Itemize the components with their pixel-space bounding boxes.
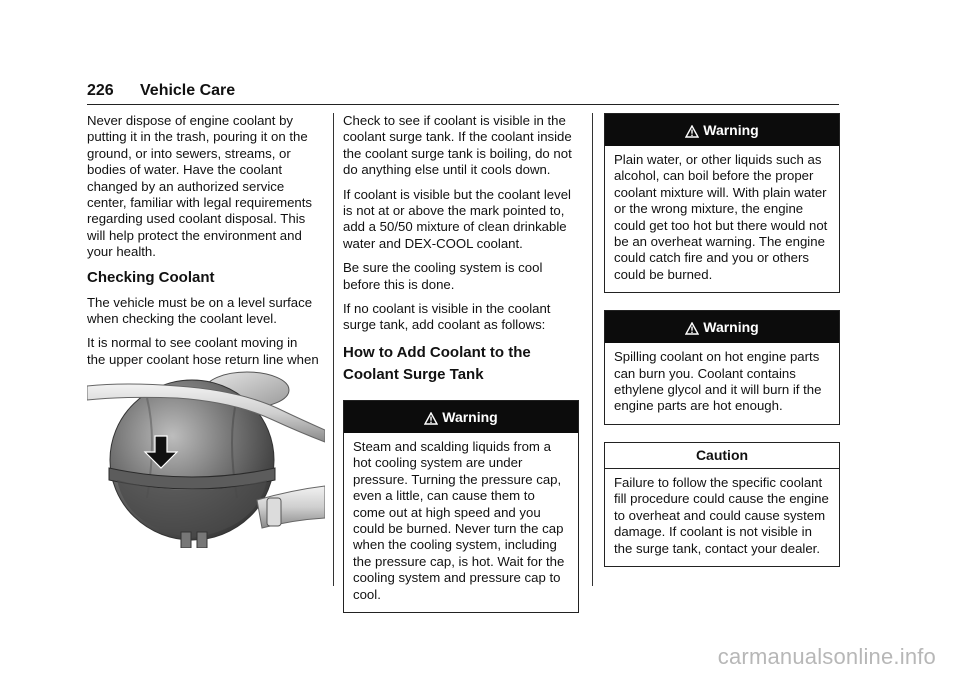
warning-title: Warning bbox=[442, 408, 498, 425]
paragraph-dispose: Never dispose of engine coolant by putting it in the trash, pouring it on the ground, or into sewers, streams, or bodies of water. Have the coolant changed by an authorized service center, familiar with legal requirements regarding used coolant disposal. This will help protect the environment and your health. bbox=[87, 113, 313, 260]
warning-box-plain-water bbox=[604, 113, 840, 293]
warning-triangle-icon bbox=[685, 125, 699, 138]
heading-add-coolant: How to Add Coolant to the Coolant Surge Tank bbox=[343, 343, 531, 383]
warning-title: Warning bbox=[703, 319, 759, 336]
warning-triangle-icon bbox=[685, 322, 699, 335]
coolant-surge-tank-image bbox=[87, 368, 325, 548]
column-divider-2 bbox=[592, 113, 593, 586]
warning-box-steam bbox=[343, 400, 579, 613]
section-title: Vehicle Care bbox=[140, 82, 236, 99]
warning-triangle-icon bbox=[424, 412, 438, 425]
paragraph-add-mixture: If coolant is visible but the coolant level is not at or above the mark pointed to, add a 50/50 mixture of clean drinkable water and DEX-COOL coolant. bbox=[343, 186, 571, 251]
warning-header bbox=[605, 311, 839, 343]
paragraph-check-visible: Check to see if coolant is visible in the coolant surge tank. If the coolant inside the coolant surge tank is boiling, do not do anything else until it cools down. bbox=[343, 113, 572, 178]
warning-box-spilling bbox=[604, 310, 840, 425]
column-3 bbox=[604, 113, 840, 584]
paragraph-no-coolant: If no coolant is visible in the coolant surge tank, add coolant as follows: bbox=[343, 301, 551, 333]
warning-body: Steam and scalding liquids from a hot cooling system are under pressure. Turning the pressure cap, even a little, can cause them to come out at high speed and you could be burned. Never turn the cap when the cooling system, including the pressure cap, is hot. Wait for the cooling system and pressure cap to cool. bbox=[353, 438, 565, 602]
column-divider-1 bbox=[333, 113, 334, 586]
warning-body: Plain water, or other liquids such as alcohol, can boil before the proper coolant mixture will. With plain water or the wrong mixture, the engine could get too hot but there would not be an overheat warning. The engine could catch fire and you or others could be burned. bbox=[614, 152, 828, 282]
paragraph-coolant-moving: It is normal to see coolant moving in the upper coolant hose return line when bbox=[87, 335, 319, 367]
warning-body: Spilling coolant on hot engine parts can burn you. Coolant contains ethylene glycol and it will burn if the engine parts are hot enough. bbox=[614, 349, 822, 414]
caution-body: Failure to follow the specific coolant fill procedure could cause the engine to overheat and could cause system damage. If coolant is not visible in the surge tank, contact your dealer. bbox=[614, 474, 829, 556]
column-2 bbox=[343, 113, 579, 630]
caution-box bbox=[604, 442, 840, 567]
page-number: 226 bbox=[87, 82, 114, 99]
heading-checking-coolant: Checking Coolant bbox=[87, 268, 215, 286]
caution-header: Caution bbox=[605, 443, 839, 469]
paragraph-cool-first: Be sure the cooling system is cool before this is done. bbox=[343, 260, 543, 292]
watermark: carmanualsonline.info bbox=[717, 644, 936, 669]
paragraph-level-surface: The vehicle must be on a level surface when checking the coolant level. bbox=[87, 294, 313, 327]
page-header bbox=[87, 82, 839, 105]
coolant-tank-illustration bbox=[87, 368, 325, 548]
warning-title: Warning bbox=[703, 122, 759, 138]
warning-header bbox=[344, 401, 578, 433]
column-1 bbox=[87, 113, 319, 393]
warning-header bbox=[605, 114, 839, 146]
